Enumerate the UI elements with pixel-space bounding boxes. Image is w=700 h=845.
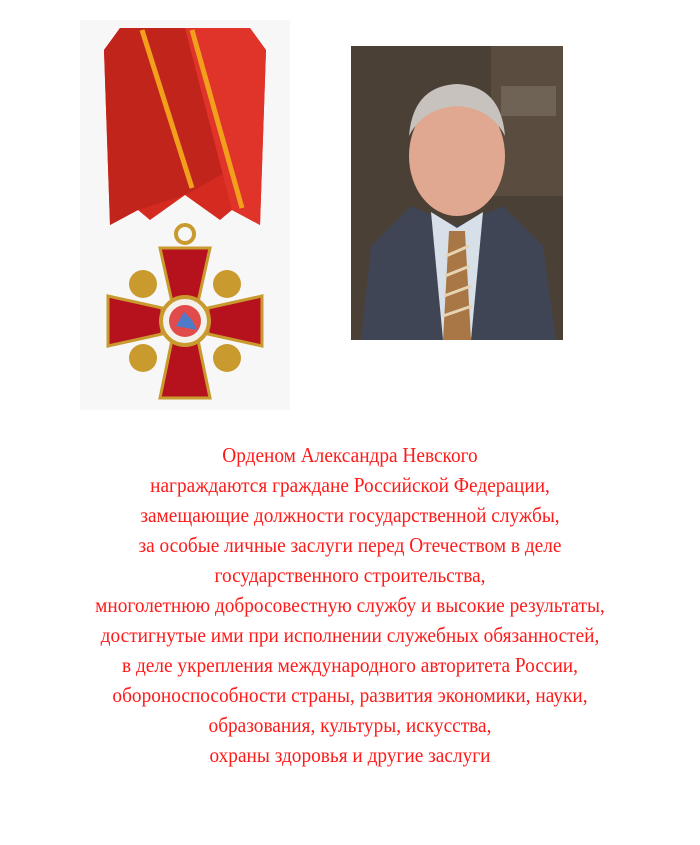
caption-line: многолетнюю добросовестную службу и высокие результаты, [95,593,605,617]
caption-line: достигнутые ими при исполнении служебных обязанностей, [100,623,600,647]
award-description [37,440,663,770]
portrait-graphic [351,46,563,340]
caption-line: обороноспособности страны, развития экономики, науки, [112,683,588,707]
caption-line: награждаются граждане Российской Федерации, [150,473,550,497]
caption-line: замещающие должности государственной службы, [140,503,560,527]
caption-line: образования, культуры, искусства, [208,713,492,737]
medal-image [80,20,290,410]
caption-line: Орденом Александра Невского [222,443,478,467]
portrait-photo [351,46,563,340]
caption-line: охраны здоровья и другие заслуги [209,743,491,767]
caption-line: в деле укрепления международного авторитета России, [122,653,578,677]
medal-icon [80,20,290,410]
caption-line: государственного строительства, [214,563,486,587]
caption-line: за особые личные заслуги перед Отечеством в деле [138,533,562,557]
